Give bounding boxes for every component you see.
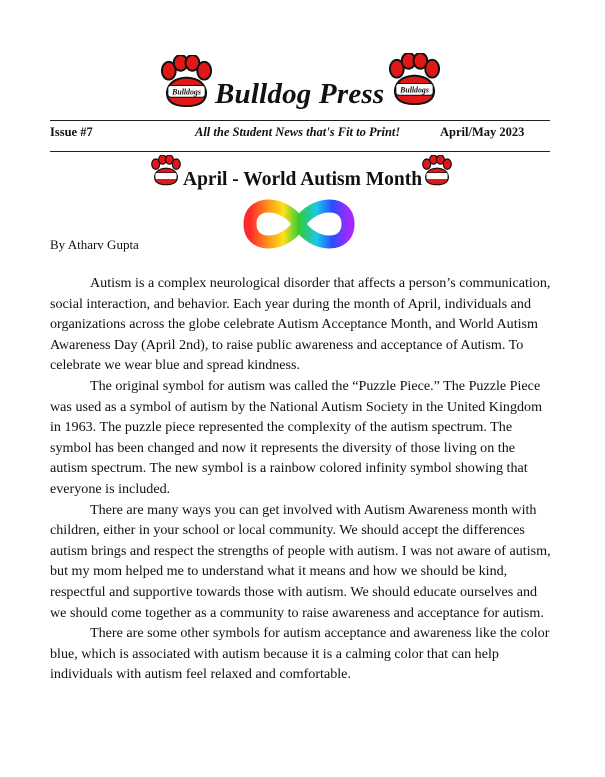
paw-icon-title-right — [421, 155, 453, 187]
masthead-title: Bulldog Press — [215, 78, 385, 110]
issue-row — [50, 125, 550, 141]
paw-logo-left — [159, 55, 214, 110]
paragraph: Autism is a complex neurological disorder that affects a person’s communication, social interaction, and behavior. Each year during the month of April, individuals and organizations across the globe celebrate Autism Acceptance Month, and World Autism Awareness Day (April 2nd), to raise public awareness and acceptance of Autism. To celebrate we wear blue and spread kindness. — [50, 275, 551, 374]
paragraph: There are some other symbols for autism acceptance and awareness like the color blue, which is associated with autism because it is a calming color that can help individuals with autism feel relaxed and comfortable. — [50, 625, 550, 683]
paw-badge-text: Bulldogs — [400, 85, 429, 95]
tagline: All the Student News that's Fit to Print! — [195, 125, 401, 139]
paw-badge-text: Bulldogs — [172, 87, 201, 97]
paw-logo-right — [387, 53, 442, 108]
paw-icon-title-left — [150, 155, 182, 187]
paragraph: There are many ways you can get involved with Autism Awareness month with children, either in your school or local community. We should accept the differences autism brings and respect the strengths of people with autism. I was not aware of autism, but my mom helped me to understand what it means and how we should be kind, respectful and supportive towards those with autism. We should educate ourselves and we should come together as a community to raise awareness and acceptance for autism. — [50, 501, 551, 621]
rainbow-infinity-icon — [238, 191, 360, 262]
article-title: April - World Autism Month — [183, 169, 423, 190]
paragraph: The original symbol for autism was called the “Puzzle Piece.” The Puzzle Piece was used as a symbol of autism by the National Autism Society in the United Kingdom in 1963. The puzzle piece represented the complexity of the autism spectrum. The symbol has been changed and now it represents the diversity of those living on the autism spectrum. The new symbol is a rainbow colored infinity symbol showing that everyone is included. — [50, 377, 543, 497]
issue-number: Issue #7 — [50, 125, 93, 139]
masthead-top-rule — [50, 120, 550, 121]
masthead-bottom-rule — [50, 151, 550, 152]
article-body — [50, 273, 555, 685]
issue-date: April/May 2023 — [440, 125, 525, 139]
byline: By Atharv Gupta — [50, 237, 139, 252]
